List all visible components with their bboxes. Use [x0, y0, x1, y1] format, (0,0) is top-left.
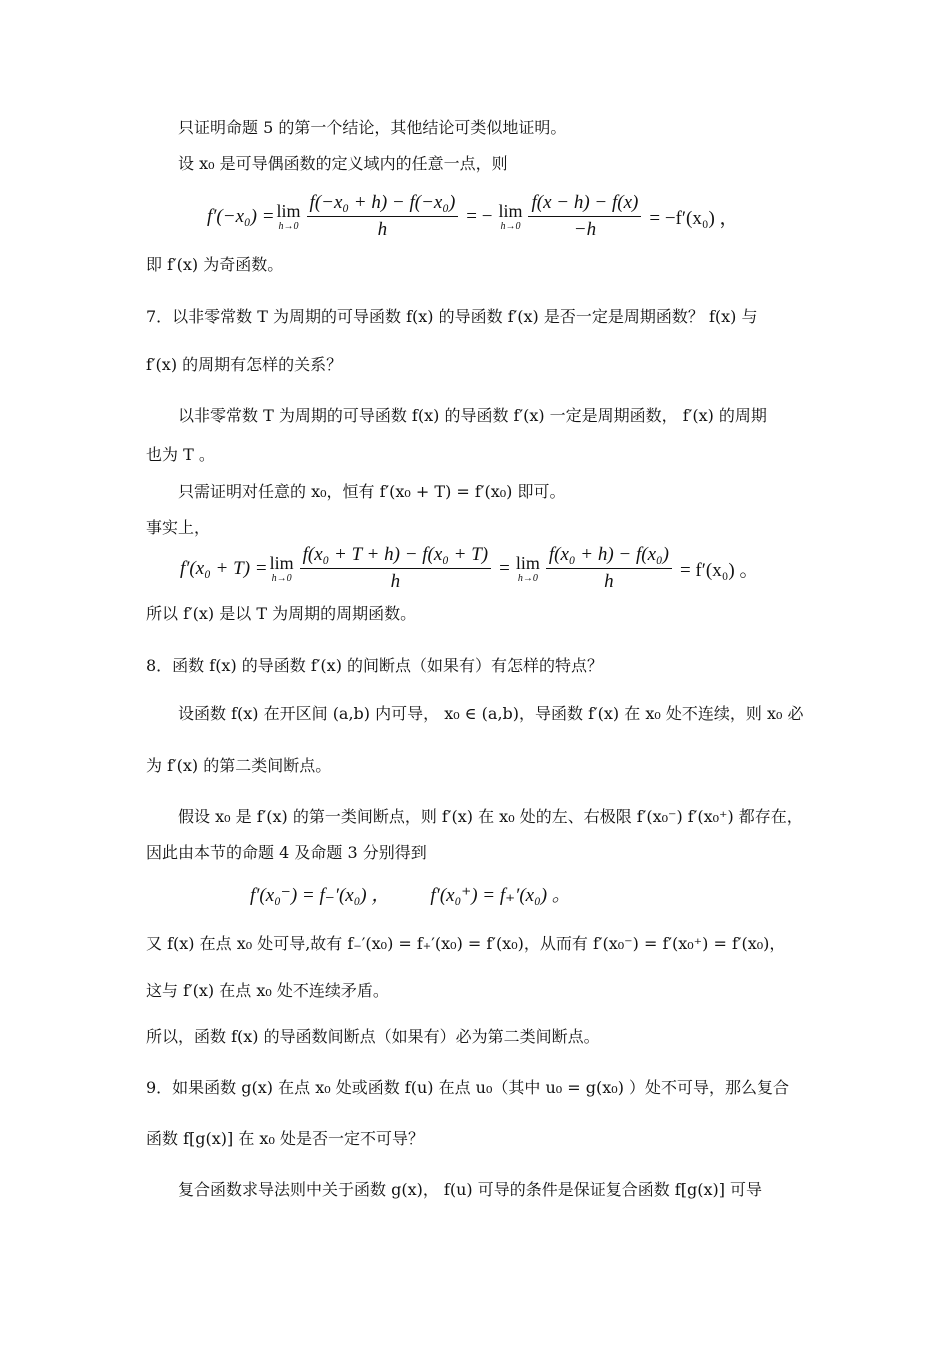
text-line: 所以，函数 f(x) 的导函数间断点（如果有）必为第二类间断点。: [146, 1027, 600, 1046]
equation-one-sided-limits: [250, 880, 571, 907]
text-line: 以非零常数 T 为周期的可导函数 f(x) 的导函数 f′(x) 一定是周期函数， f′(x) 的周期: [178, 406, 767, 425]
lim-word: lim: [515, 553, 540, 573]
text-line: 只证明命题 5 的第一个结论，其他结论可类似地证明。: [178, 118, 567, 137]
denominator: h: [390, 571, 401, 592]
lim-word: lim: [276, 201, 301, 221]
limit-operator: [270, 553, 294, 584]
numerator: f(−x₀ + h) − f(−x₀): [307, 192, 459, 217]
text-line: 事实上，: [146, 518, 211, 537]
fraction: [300, 544, 492, 593]
eq-lhs: f′(x₀ + T) =: [180, 557, 268, 579]
text-line: 函数 f[g(x)] 在 x₀ 处是否一定不可导？: [146, 1129, 424, 1148]
eq-rhs: = f′(x₀) 。: [679, 560, 759, 581]
fraction: [307, 192, 459, 241]
equation-periodic-derivative: [180, 544, 762, 593]
question-9: 9．如果函数 g(x) 在点 x₀ 处或函数 f(u) 在点 u₀（其中 u₀ = g(x₀) ）处不可导，那么复合: [146, 1078, 790, 1097]
text-line: 只需证明对任意的 x₀，恒有 f′(x₀ + T) = f′(x₀) 即可。: [178, 482, 566, 501]
fraction: [528, 192, 641, 241]
lim-subscript: h→0: [500, 221, 521, 232]
denominator: −h: [573, 219, 597, 240]
numerator: f(x − h) − f(x): [528, 192, 641, 217]
eq-lhs: f′(−x₀) =: [207, 205, 275, 227]
text-line: 为 f′(x) 的第二类间断点。: [146, 756, 332, 775]
question-7: 7．以非零常数 T 为周期的可导函数 f(x) 的导函数 f′(x) 是否一定是周期函数？ f(x) 与: [146, 307, 758, 326]
eq-middle: =: [499, 557, 510, 579]
text-line: 所以 f′(x) 是以 T 为周期的周期函数。: [146, 604, 417, 623]
text-line: 又 f(x) 在点 x₀ 处可导,故有 f₋′(x₀) = f₊′(x₀) = f′(x₀)，从而有 f′(x₀⁻) = f′(x₀⁺) = f′(x₀)，: [146, 934, 786, 953]
denominator: h: [604, 571, 614, 592]
numerator: f(x₀ + T + h) − f(x₀ + T): [300, 544, 492, 569]
text-line: 也为 T 。: [146, 445, 215, 464]
numerator: f(x₀ + h) − f(x₀): [546, 544, 672, 569]
text-line: 假设 x₀ 是 f′(x) 的第一类间断点，则 f′(x) 在 x₀ 处的左、右极限 f′(x₀⁻) f′(x₀⁺) 都存在，: [178, 807, 803, 826]
limit-operator: [277, 201, 301, 232]
lim-subscript: h→0: [278, 221, 299, 232]
text-line: 即 f′(x) 为奇函数。: [146, 255, 284, 274]
eq-right: f′(x₀⁺) = f₊′(x₀) 。: [430, 885, 571, 906]
lim-subscript: h→0: [271, 573, 292, 584]
eq-middle: = −: [466, 205, 493, 227]
text-line: 这与 f′(x) 在点 x₀ 处不连续矛盾。: [146, 981, 389, 1000]
equation-even-derivative: [207, 192, 743, 241]
eq-left: f′(x₀⁻) = f₋′(x₀) ，: [250, 885, 391, 906]
question-8: 8．函数 f(x) 的导函数 f′(x) 的间断点（如果有）有怎样的特点？: [146, 656, 604, 675]
text-line: 复合函数求导法则中关于函数 g(x)， f(u) 可导的条件是保证复合函数 f[g(x)] 可导: [178, 1180, 763, 1199]
denominator: h: [377, 219, 388, 240]
text-line: 因此由本节的命题 4 及命题 3 分别得到: [146, 843, 427, 862]
lim-word: lim: [498, 201, 523, 221]
text-line: 设 x₀ 是可导偶函数的定义域内的任意一点，则: [178, 154, 508, 173]
eq-rhs: = −f′(x₀) ，: [649, 208, 739, 229]
limit-operator: [498, 201, 522, 232]
lim-subscript: h→0: [517, 573, 538, 584]
text-line: f′(x) 的周期有怎样的关系？: [146, 355, 343, 374]
text-line: 设函数 f(x) 在开区间 (a,b) 内可导， x₀ ∈ (a,b)，导函数 f′(x) 在 x₀ 处不连续，则 x₀ 必: [178, 704, 804, 723]
lim-word: lim: [269, 553, 294, 573]
fraction: [546, 544, 672, 593]
limit-operator: [516, 553, 540, 584]
